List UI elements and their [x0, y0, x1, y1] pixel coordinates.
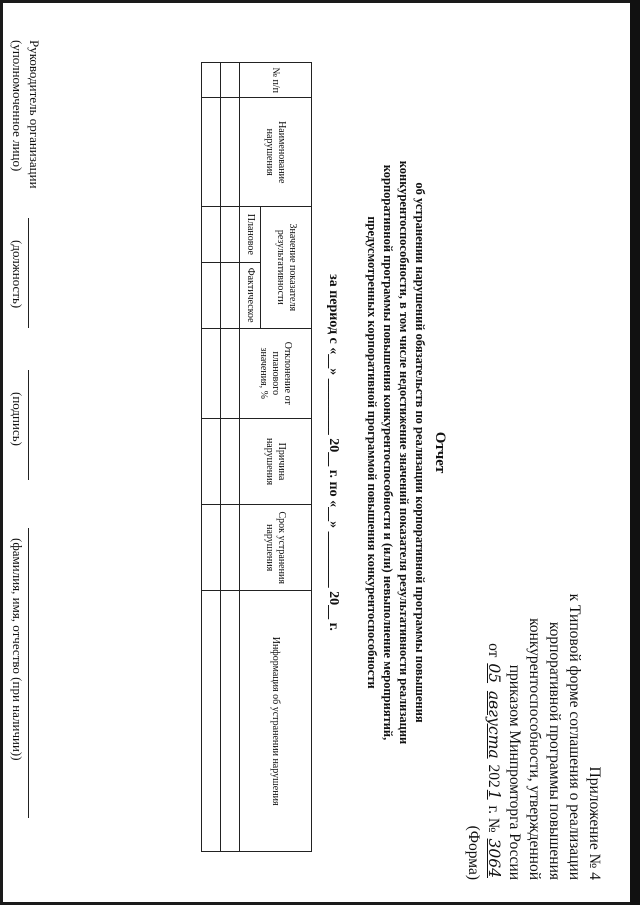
- appendix-line-5: приказом Минпромторга России: [506, 664, 523, 880]
- position-caption: (должность): [10, 240, 25, 309]
- appendix-heading: [463, 520, 604, 880]
- date-prefix: от: [485, 643, 502, 658]
- header-fact: Фактическое: [240, 262, 261, 328]
- table-cell[interactable]: [221, 262, 240, 328]
- appendix-line-1: Приложение № 4: [586, 766, 603, 880]
- form-label: (Форма): [465, 825, 482, 880]
- table-cell[interactable]: [202, 328, 221, 418]
- header-reason: Причина нарушения: [240, 418, 312, 504]
- table-row: [221, 63, 240, 852]
- authorized-label: (уполномоченное лицо): [10, 40, 25, 172]
- appendix-line-2: к Типовой форме соглашения о реализации: [566, 593, 583, 880]
- table-cell[interactable]: [202, 505, 221, 591]
- table-cell[interactable]: [221, 328, 240, 418]
- date-year-prefix: 202: [485, 764, 502, 788]
- table-cell[interactable]: [221, 418, 240, 504]
- table-cell[interactable]: [202, 591, 221, 852]
- table-cell[interactable]: [221, 206, 240, 262]
- header-indicator: Значение показателя результативности: [261, 206, 312, 328]
- date-day: 05: [485, 663, 503, 684]
- signature-line[interactable]: [28, 370, 29, 480]
- order-number: 3064: [485, 838, 503, 878]
- table-cell[interactable]: [202, 206, 221, 262]
- report-table: [201, 62, 312, 852]
- appendix-line-4: конкурентоспособности, утвержденной: [526, 618, 543, 880]
- header-plan: Плановое: [240, 206, 261, 262]
- signature-block: [0, 40, 42, 870]
- table-header-row: [261, 63, 312, 852]
- signature-caption: (подпись): [10, 392, 25, 446]
- appendix-line-3: корпоративной программы повышения: [546, 621, 563, 880]
- scan-edge-band: [630, 0, 640, 905]
- header-deviation: Отклонение от планового значения, %: [240, 328, 312, 418]
- header-name: Наименование нарушения: [240, 98, 312, 207]
- date-month: августа: [485, 690, 503, 759]
- header-term: Срок устранения нарушения: [240, 505, 312, 591]
- position-line[interactable]: [28, 218, 29, 328]
- table-cell[interactable]: [202, 63, 221, 98]
- header-num: № п/п: [240, 63, 312, 98]
- report-title: Отчет: [432, 431, 448, 474]
- name-caption: (фамилия, имя, отчество (при наличии)): [10, 538, 25, 761]
- date-year-suffix: 1: [485, 789, 503, 800]
- table-cell[interactable]: [221, 98, 240, 207]
- head-label: Руководитель организации: [27, 40, 42, 189]
- report-period: за период с «__» ________ 20__ г. по «__» ________ 20__ г.: [326, 274, 341, 631]
- table-cell[interactable]: [221, 505, 240, 591]
- report-subtitle: об устранении нарушений обязательств по реализации корпоративной программы повышения конкурентоспособности, в том числе недостижение значений показателя результативности реализации корпоративной программы повышения конкурентоспособности и (или) невыполнение мероприятий, предусмотренных корпоративной программой повышения конкурентоспособности: [365, 160, 427, 745]
- header-info: Информация об устранении нарушения: [240, 591, 312, 852]
- table-row: [202, 63, 221, 852]
- table-cell[interactable]: [202, 262, 221, 328]
- name-line[interactable]: [28, 528, 29, 818]
- table-cell[interactable]: [202, 98, 221, 207]
- table-cell[interactable]: [202, 418, 221, 504]
- date-suffix: г. №: [485, 805, 502, 833]
- table-cell[interactable]: [221, 591, 240, 852]
- appendix-date-line: [483, 520, 504, 880]
- table-cell[interactable]: [221, 63, 240, 98]
